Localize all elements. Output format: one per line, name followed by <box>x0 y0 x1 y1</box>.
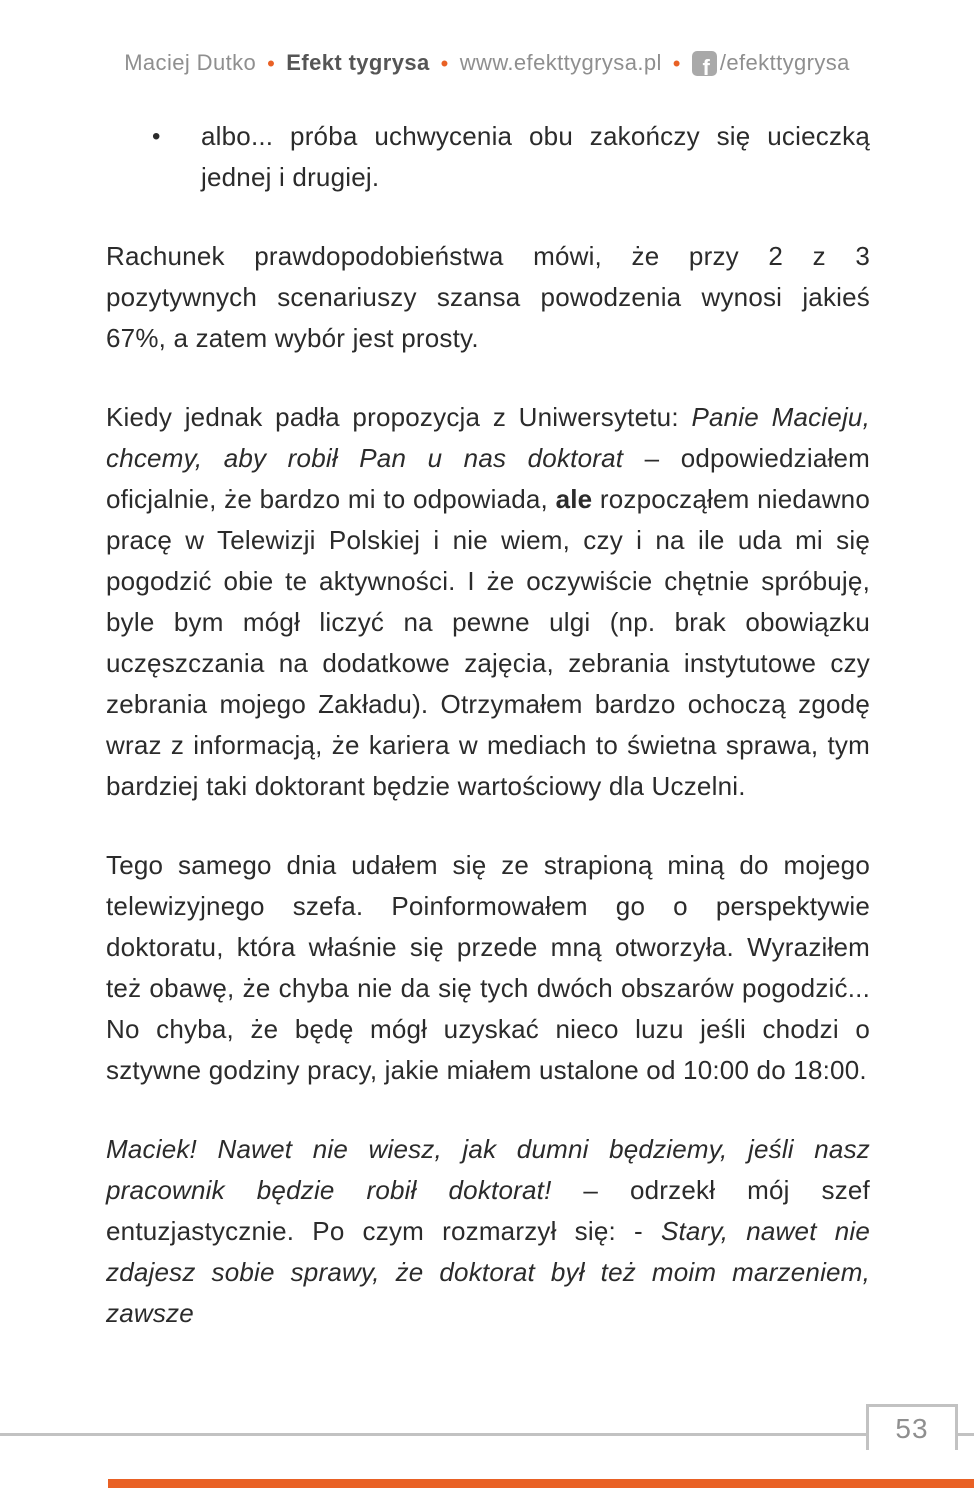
footer-rule <box>0 1433 974 1436</box>
paragraph-university-offer: Kiedy jednak padła propozycja z Uniwersytetu: Panie Macieju, chcemy, aby robił Pan u nas doktorat – odpowiedziałem oficjalnie, że bardzo mi to odpowiada, ale rozpocząłem niedawno pracę w Telewizji Polskiej i nie wiem, czy i na ile uda mi się pogodzić obie te aktywności. I że oczywiście chętnie spróbuję, byle bym mógł liczyć na pewne ulgi (np. brak obowiązku uczęszczania na dodatkowe zajęcia, zebrania instytutowe czy zebrania mojego Zakładu). Otrzymałem bardzo ochoczą zgodę wraz z informacją, że kariera w mediach to świetna sprawa, tym bardziej taki doktorant będzie wartościowy dla Uczelni. <box>106 402 871 801</box>
bullet-list-item <box>106 116 870 198</box>
page-number-tab <box>866 1404 958 1450</box>
page-content <box>106 116 870 1334</box>
separator-dot: • <box>672 51 681 76</box>
facebook-icon <box>692 51 717 76</box>
bullet-text: albo... próba uchwycenia obu zakończy się ucieczką jednej i drugiej. <box>201 121 870 192</box>
bullet-marker: • <box>152 123 161 150</box>
header-website: www.efekttygrysa.pl <box>459 50 662 75</box>
header-facebook-handle: /efekttygrysa <box>719 50 850 75</box>
page-number: 53 <box>895 1412 929 1444</box>
paragraph-tv-boss: Tego samego dnia udałem się ze strapioną miną do mojego telewizyjnego szefa. Poinformowałem go o perspektywie doktoratu, która właśnie się przede mną otworzyła. Wyraziłem też obawę, że chyba nie da się tych dwóch obszarów pogodzić... No chyba, że będę mógł uzyskać nieco luzu jeśli chodzi o sztywne godziny pracy, jakie miałem ustalone od 10:00 do 18:00. <box>106 850 870 1085</box>
paragraph-boss-reply: Maciek! Nawet nie wiesz, jak dumni będziemy, jeśli nasz pracownik będzie robił doktorat! – odrzekł mój szef entuzjastycznie. Po czym rozmarzył się: - Stary, nawet nie zdajesz sobie sprawy, że doktorat był też moim marzeniem, zawsze <box>106 1134 870 1328</box>
separator-dot: • <box>267 51 276 76</box>
header-author: Maciej Dutko <box>124 50 257 75</box>
page-header <box>0 0 974 76</box>
separator-dot: • <box>440 51 449 76</box>
header-book-title: Efekt tygrysa <box>286 50 430 75</box>
paragraph-probability: Rachunek prawdopodobieństwa mówi, że przy 2 z 3 pozytywnych scenariuszy szansa powodzenia wynosi jakieś 67%, a zatem wybór jest prosty. <box>106 241 870 353</box>
header-facebook <box>692 50 850 76</box>
facebook-icon-letter: f <box>702 54 711 76</box>
bottom-accent-bar <box>108 1479 974 1488</box>
